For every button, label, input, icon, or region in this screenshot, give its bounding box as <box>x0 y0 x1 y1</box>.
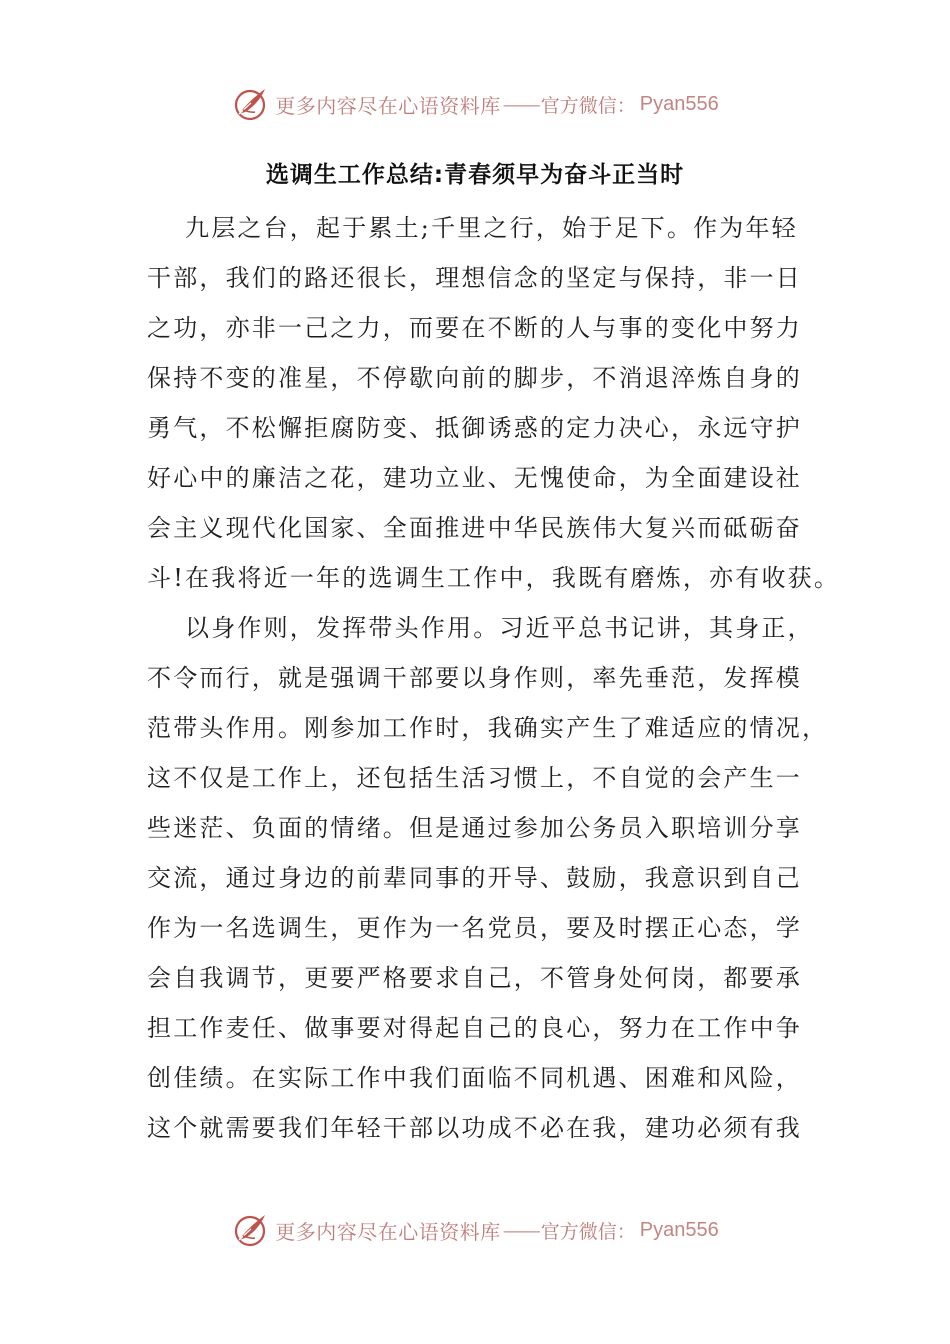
text-line: 保持不变的准星，不停歇向前的脚步，不消退淬炼自身的 <box>147 364 802 392</box>
header-brand-text: 更多内容尽在心语资料库 <box>275 93 501 118</box>
text-line: 会自我调节，更要严格要求自己，不管身处何岗，都要承 <box>147 964 802 992</box>
header-wechat-label: 官方微信： <box>540 94 636 117</box>
text-line: 以身作则，发挥带头作用。习近平总书记讲，其身正， <box>185 614 814 642</box>
text-line: 不令而行，就是强调干部要以身作则，率先垂范，发挥模 <box>147 664 802 692</box>
quill-logo-icon <box>231 84 271 124</box>
text-line: 创佳绩。在实际工作中我们面临不同机遇、困难和风险， <box>147 1064 802 1092</box>
text-line: 这不仅是工作上，还包括生活习惯上，不自觉的会产生一 <box>147 764 802 792</box>
footer-wechat-label: 官方微信： <box>540 1220 636 1243</box>
document-title: 选调生工作总结:青春须早为奋斗正当时 <box>265 162 685 188</box>
quill-logo-icon <box>231 1210 271 1250</box>
footer-brand-text: 更多内容尽在心语资料库 <box>275 1219 501 1244</box>
text-line: 交流，通过身边的前辈同事的开导、鼓励，我意识到自己 <box>147 864 802 892</box>
document-body <box>147 203 841 1153</box>
text-line: 好心中的廉洁之花，建功立业、无愧使命，为全面建设社 <box>147 464 802 492</box>
header-banner <box>0 82 950 126</box>
text-line: 九层之台，起于累土;千里之行，始于足下。作为年轻 <box>185 214 798 242</box>
text-line: 干部，我们的路还很长，理想信念的坚定与保持，非一日 <box>147 264 802 292</box>
text-line: 斗!在我将近一年的选调生工作中，我既有磨炼，亦有收获。 <box>147 564 841 592</box>
text-line: 范带头作用。刚参加工作时，我确实产生了难适应的情况， <box>147 714 829 742</box>
text-line: 作为一名选调生，更作为一名党员，要及时摆正心态，学 <box>147 914 802 942</box>
text-line: 勇气，不松懈拒腐防变、抵御诱惑的定力决心，永远守护 <box>147 414 802 442</box>
header-dash: —— <box>502 92 539 116</box>
text-line: 会主义现代化国家、全面推进中华民族伟大复兴而砥砺奋 <box>147 514 802 542</box>
text-line: 担工作麦任、做事要对得起自己的良心，努力在工作中争 <box>147 1014 802 1042</box>
footer-banner <box>0 1208 950 1252</box>
footer-dash: —— <box>502 1218 539 1242</box>
footer-wechat-id: Pyan556 <box>639 1218 719 1241</box>
text-line: 这个就需要我们年轻干部以功成不必在我，建功必须有我 <box>147 1114 802 1142</box>
text-line: 之功，亦非一己之力，而要在不断的人与事的变化中努力 <box>147 314 802 342</box>
header-wechat-id: Pyan556 <box>639 92 719 115</box>
text-line: 些迷茫、负面的情绪。但是通过参加公务员入职培训分享 <box>147 814 802 842</box>
